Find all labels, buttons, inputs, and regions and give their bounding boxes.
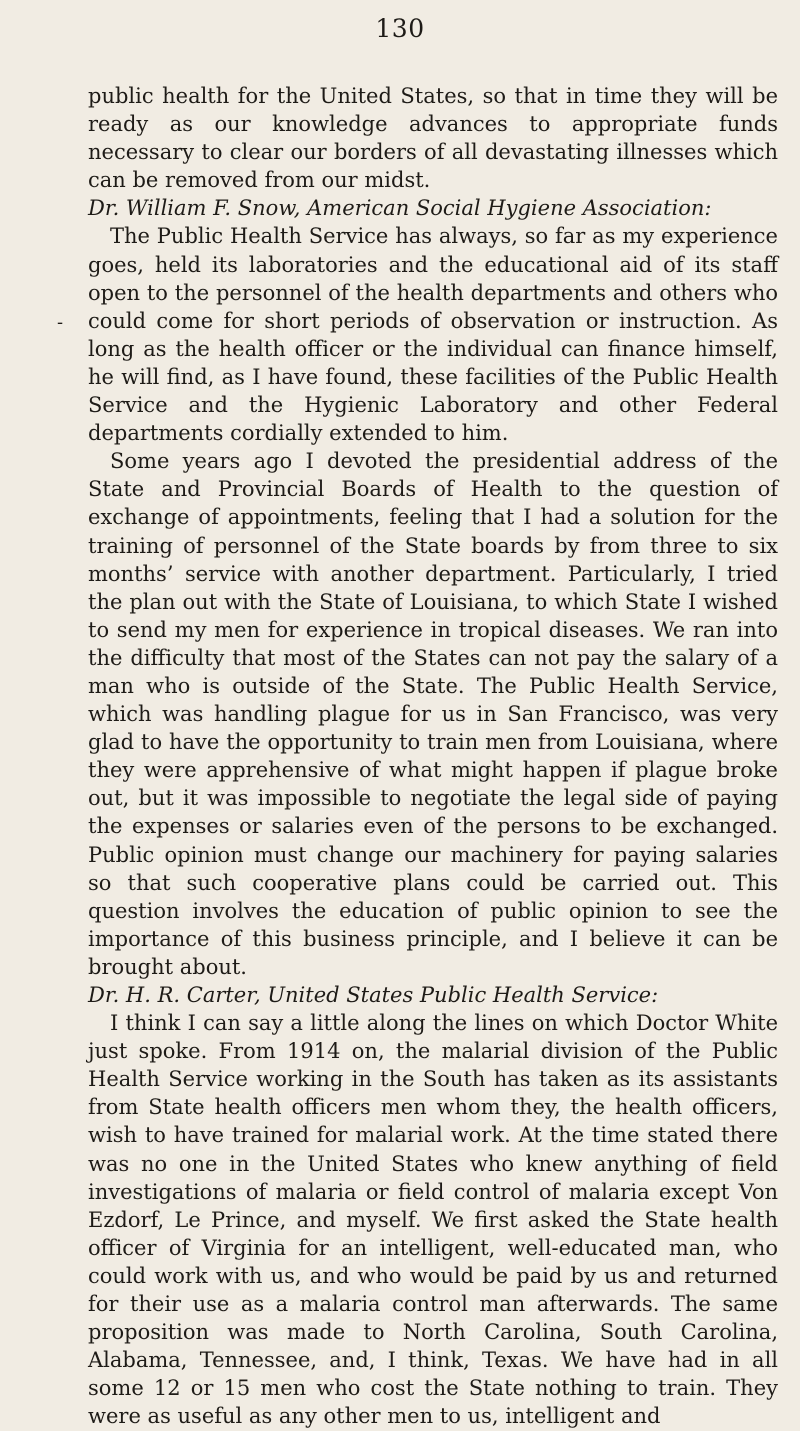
margin-mark: - [57,312,64,333]
speaker-carter: Dr. H. R. Carter, United States Public Health Service: [88,983,659,1007]
body-text [88,82,778,1431]
paragraph-snow-1: The Public Health Service has always, so far as my experience goes, held its laboratories and the educational aid of its staff open to the personnel of the health departments and others who could come for short periods of observation or instruction. As long as the health officer or the individual can finance himself, he will find, as I have found, these facilities of the Public Health Service and the Hygienic Laboratory and other Federal departments cordially extended to him. [88,224,778,446]
paragraph-carter-1: I think I can say a little along the lines on which Doctor White just spoke. From 1914 on, the malarial division of the Public Health Service working in the South has taken as its assistants from State health officers men whom they, the health officers, wish to have trained for malarial work. At the time stated there was no one in the United States who knew anything of field investigations of malaria or field control of malaria except Von Ezdorf, Le Prince, and myself. We first asked the State health officer of Virginia for an intelligent, well-educated man, who could work with us, and who would be paid by us and returned for their use as a malaria control man afterwards. The same proposition was made to North Carolina, South Carolina, Alabama, Tennessee, and, I think, Texas. We have had in all some 12 or 15 men who cost the State nothing to train. They were as useful as any other men to us, intelligent and [88,1011,778,1429]
page-number: 130 [375,14,425,43]
paragraph-intro: public health for the United States, so that in time they will be ready as our knowledge advances to appropriate funds necessary to clear our borders of all devastating illnesses which can be removed from our midst. [88,84,778,193]
paragraph-snow-2: Some years ago I devoted the presidential address of the State and Provincial Boards of Health to the question of exchange of appointments, feeling that I had a solution for the training of personnel of the State boards by from three to six months’ service with another department. Particularly, I tried the plan out with the State of Louisiana, to which State I wished to send my men for experience in tropical diseases. We ran into the difficulty that most of the States can not pay the salary of a man who is outside of the State. The Public Health Service, which was handling plague for us in San Francisco, was very glad to have the opportunity to train men from Louisiana, where they were apprehensive of what might happen if plague broke out, but it was impossible to negotiate the legal side of paying the expenses or salaries even of the persons to be exchanged. Public opinion must change our machinery for paying salaries so that such cooperative plans could be carried out. This question involves the education of public opinion to see the importance of this business principle, and I believe it can be brought about. [88,449,778,979]
speaker-snow: Dr. William F. Snow, American Social Hygiene Association: [88,196,712,221]
